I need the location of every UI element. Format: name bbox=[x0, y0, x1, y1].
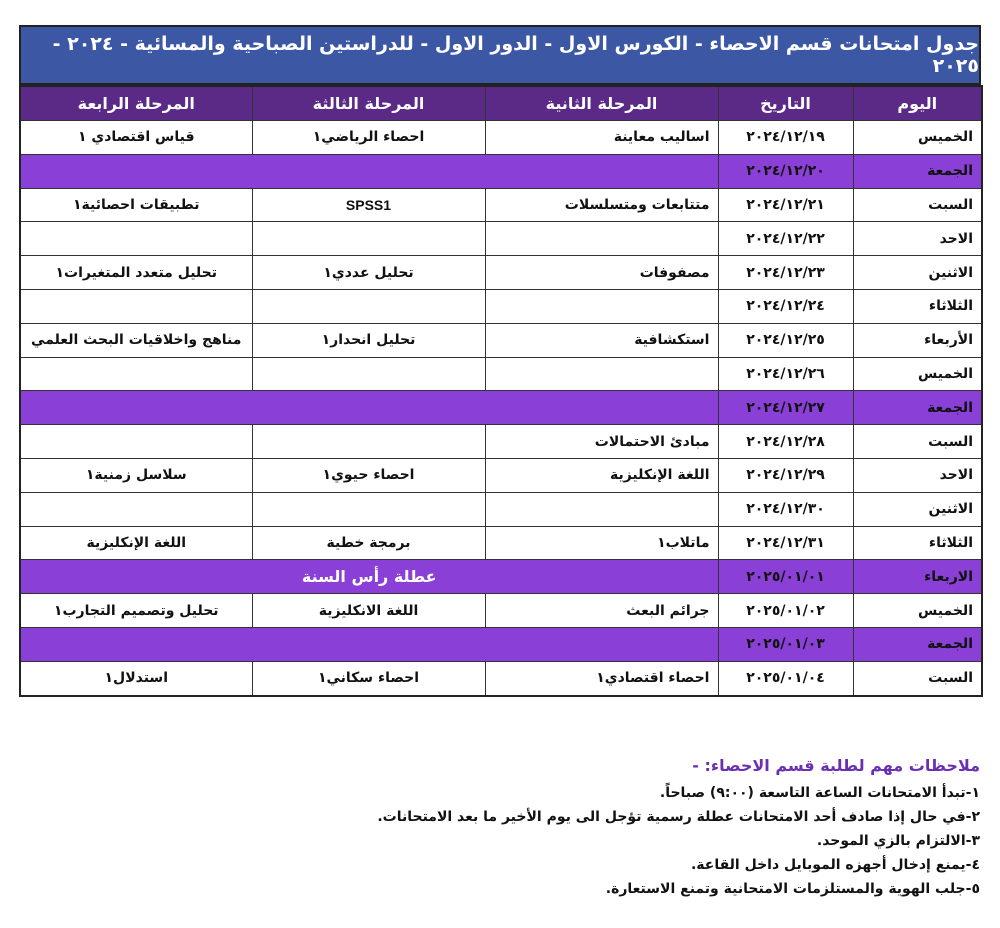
table-row bbox=[20, 121, 982, 155]
stage-3-cell: برمجة خطية bbox=[252, 526, 485, 560]
day-cell: السبت bbox=[853, 425, 982, 459]
stage-4-cell: قياس اقتصادي ١ bbox=[20, 121, 252, 155]
notes-title: ملاحظات مهم لطلبة قسم الاحصاء: - bbox=[692, 756, 980, 775]
stage-2-cell: ماتلاب١ bbox=[485, 526, 718, 560]
table-row bbox=[20, 594, 982, 628]
stage-4-cell bbox=[20, 289, 252, 323]
date-cell: ٢٠٢٤/١٢/٣٠ bbox=[718, 492, 853, 526]
stage-3-cell: احصاء سكاني١ bbox=[252, 661, 485, 695]
stage-3-cell: SPSS1 bbox=[252, 188, 485, 222]
holiday-note-cell bbox=[20, 627, 718, 661]
header-day: اليوم bbox=[853, 86, 982, 121]
date-cell: ٢٠٢٤/١٢/٢٥ bbox=[718, 323, 853, 357]
stage-2-cell: متتابعات ومتسلسلات bbox=[485, 188, 718, 222]
stage-4-cell: استدلال١ bbox=[20, 661, 252, 695]
stage-3-cell: تحليل عددي١ bbox=[252, 256, 485, 290]
stage-2-cell: اللغة الإنكليزية bbox=[485, 458, 718, 492]
day-cell: الاحد bbox=[853, 222, 982, 256]
day-cell: الخميس bbox=[853, 594, 982, 628]
day-cell: الثلاثاء bbox=[853, 289, 982, 323]
holiday-row bbox=[20, 391, 982, 425]
stage-2-cell: مبادئ الاحتمالات bbox=[485, 425, 718, 459]
date-cell: ٢٠٢٤/١٢/٢٧ bbox=[718, 391, 853, 425]
day-cell: الجمعة bbox=[853, 391, 982, 425]
holiday-row bbox=[20, 154, 982, 188]
stage-2-cell bbox=[485, 222, 718, 256]
date-cell: ٢٠٢٥/٠١/٠٤ bbox=[718, 661, 853, 695]
day-cell: الجمعة bbox=[853, 154, 982, 188]
table-row bbox=[20, 526, 982, 560]
schedule-title: جدول امتحانات قسم الاحصاء - الكورس الاول - الدور الاول - للدراستين الصباحية والمسائية - ٢٠٢٤ - ٢٠٢٥ bbox=[19, 25, 981, 85]
stage-3-cell bbox=[252, 425, 485, 459]
note-item: ٤-يمنع إدخال أجهزه الموبايل داخل القاعة. bbox=[690, 857, 980, 873]
holiday-note-cell bbox=[20, 391, 718, 425]
schedule-table bbox=[19, 85, 983, 697]
stage-4-cell: سلاسل زمنية١ bbox=[20, 458, 252, 492]
stage-2-cell: استكشافية bbox=[485, 323, 718, 357]
date-cell: ٢٠٢٤/١٢/٢٦ bbox=[718, 357, 853, 391]
stage-3-cell: احصاء الرياضي١ bbox=[252, 121, 485, 155]
stage-2-cell: مصفوفات bbox=[485, 256, 718, 290]
stage-2-cell bbox=[485, 289, 718, 323]
day-cell: الاحد bbox=[853, 458, 982, 492]
date-cell: ٢٠٢٥/٠١/٠١ bbox=[718, 560, 853, 594]
date-cell: ٢٠٢٤/١٢/٢٨ bbox=[718, 425, 853, 459]
table-row bbox=[20, 492, 982, 526]
stage-2-cell: اساليب معاينة bbox=[485, 121, 718, 155]
table-row bbox=[20, 188, 982, 222]
stage-2-cell bbox=[485, 357, 718, 391]
holiday-note-cell bbox=[20, 154, 718, 188]
stage-3-cell bbox=[252, 289, 485, 323]
stage-2-cell bbox=[485, 492, 718, 526]
day-cell: السبت bbox=[853, 188, 982, 222]
day-cell: الاربعاء bbox=[853, 560, 982, 594]
day-cell: الأربعاء bbox=[853, 323, 982, 357]
note-item: ٥-جلب الهوية والمستلزمات الامتحانية وتمنع الاستعارة. bbox=[605, 881, 980, 897]
header-date: التاريخ bbox=[718, 86, 853, 121]
stage-3-cell: تحليل انحدار١ bbox=[252, 323, 485, 357]
stage-3-cell bbox=[252, 357, 485, 391]
table-row bbox=[20, 289, 982, 323]
date-cell: ٢٠٢٤/١٢/٢١ bbox=[718, 188, 853, 222]
stage-3-cell bbox=[252, 222, 485, 256]
stage-4-cell: تطبيقات احصائية١ bbox=[20, 188, 252, 222]
header-stage-3: المرحلة الثالثة bbox=[252, 86, 485, 121]
stage-4-cell: تحليل متعدد المتغيرات١ bbox=[20, 256, 252, 290]
day-cell: الجمعة bbox=[853, 627, 982, 661]
table-row bbox=[20, 357, 982, 391]
day-cell: الاثنين bbox=[853, 256, 982, 290]
date-cell: ٢٠٢٤/١٢/٢٣ bbox=[718, 256, 853, 290]
note-item: ٢-في حال إذا صادف أحد الامتحانات عطلة رسمية تؤجل الى يوم الأخير ما بعد الامتحانات. bbox=[377, 809, 980, 825]
holiday-row bbox=[20, 560, 982, 594]
date-cell: ٢٠٢٤/١٢/٢٠ bbox=[718, 154, 853, 188]
note-item: ٣-الالتزام بالزي الموحد. bbox=[816, 833, 980, 849]
table-row bbox=[20, 425, 982, 459]
stage-4-cell bbox=[20, 492, 252, 526]
date-cell: ٢٠٢٤/١٢/٢٩ bbox=[718, 458, 853, 492]
day-cell: الخميس bbox=[853, 357, 982, 391]
holiday-row bbox=[20, 627, 982, 661]
date-cell: ٢٠٢٤/١٢/١٩ bbox=[718, 121, 853, 155]
notes-list bbox=[280, 781, 980, 901]
stage-3-cell: احصاء حيوي١ bbox=[252, 458, 485, 492]
stage-3-cell: اللغة الانكليزية bbox=[252, 594, 485, 628]
stage-4-cell bbox=[20, 357, 252, 391]
exam-schedule-sheet bbox=[19, 25, 981, 697]
day-cell: السبت bbox=[853, 661, 982, 695]
stage-4-cell: مناهج واخلاقيات البحث العلمي bbox=[20, 323, 252, 357]
header-stage-2: المرحلة الثانية bbox=[485, 86, 718, 121]
table-row bbox=[20, 661, 982, 695]
stage-2-cell: احصاء اقتصادي١ bbox=[485, 661, 718, 695]
stage-3-cell bbox=[252, 492, 485, 526]
stage-2-cell: جرائم البعث bbox=[485, 594, 718, 628]
date-cell: ٢٠٢٤/١٢/٣١ bbox=[718, 526, 853, 560]
table-row bbox=[20, 323, 982, 357]
day-cell: الاثنين bbox=[853, 492, 982, 526]
stage-4-cell: تحليل وتصميم التجارب١ bbox=[20, 594, 252, 628]
notes-section bbox=[280, 756, 980, 901]
stage-4-cell bbox=[20, 425, 252, 459]
day-cell: الخميس bbox=[853, 121, 982, 155]
date-cell: ٢٠٢٥/٠١/٠٣ bbox=[718, 627, 853, 661]
date-cell: ٢٠٢٥/٠١/٠٢ bbox=[718, 594, 853, 628]
day-cell: الثلاثاء bbox=[853, 526, 982, 560]
holiday-note-cell: عطلة رأس السنة bbox=[20, 560, 718, 594]
date-cell: ٢٠٢٤/١٢/٢٢ bbox=[718, 222, 853, 256]
header-stage-4: المرحلة الرابعة bbox=[20, 86, 252, 121]
table-header-row bbox=[20, 86, 982, 121]
stage-4-cell: اللغة الإنكليزية bbox=[20, 526, 252, 560]
table-row bbox=[20, 458, 982, 492]
table-row bbox=[20, 256, 982, 290]
table-row bbox=[20, 222, 982, 256]
date-cell: ٢٠٢٤/١٢/٢٤ bbox=[718, 289, 853, 323]
stage-4-cell bbox=[20, 222, 252, 256]
note-item: ١-تبدأ الامتحانات الساعة التاسعة (٩:٠٠) صباحاً. bbox=[659, 785, 980, 801]
